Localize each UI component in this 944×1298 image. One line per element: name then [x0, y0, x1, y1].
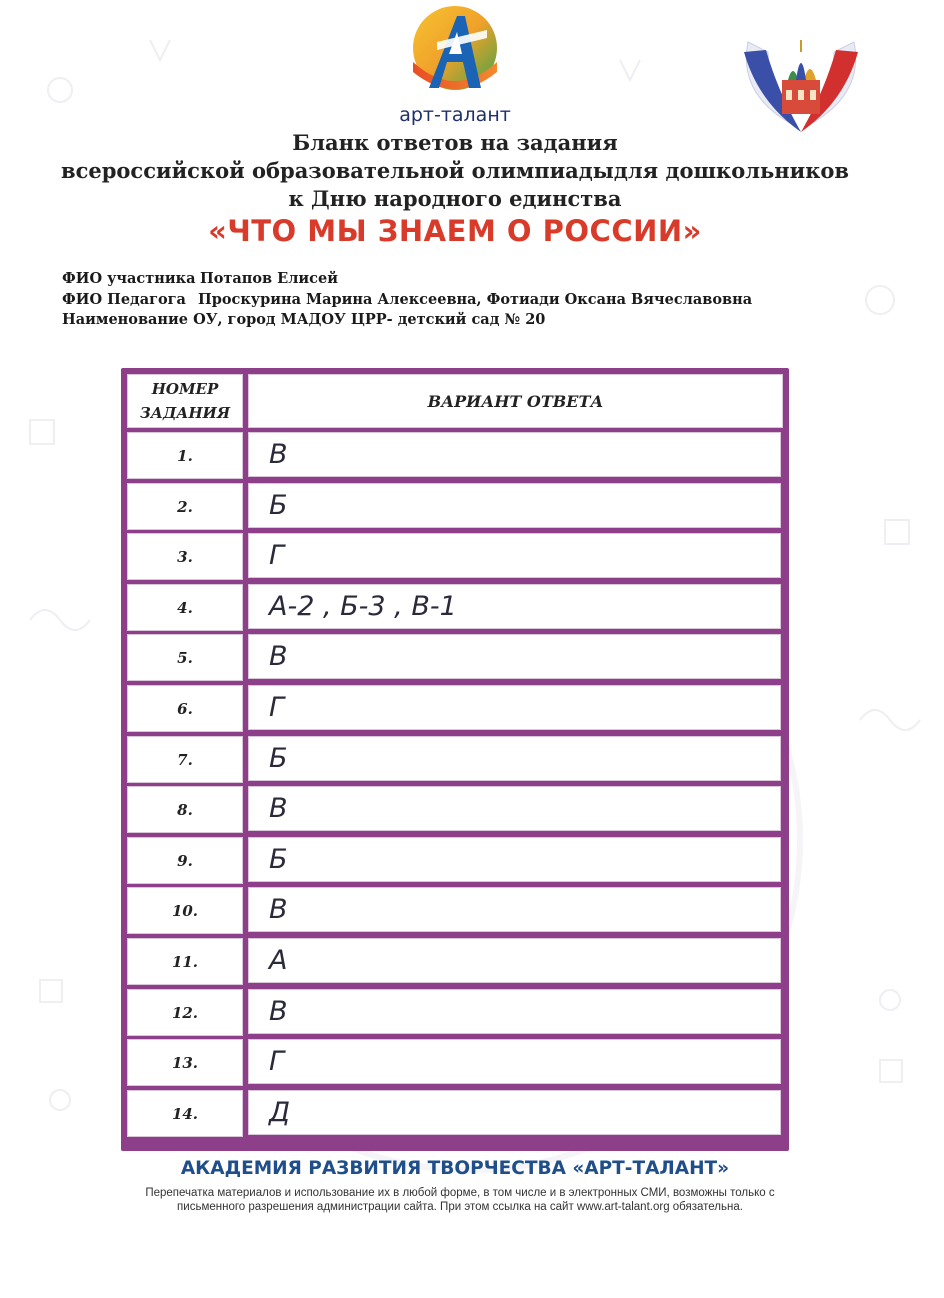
answer-cell: В [248, 887, 781, 932]
organization-label: Наименование ОУ, город [62, 311, 276, 328]
task-number-cell: 5. [127, 634, 243, 681]
answer-cell: А-2 , Б-3 , В-1 [248, 584, 781, 629]
task-number-cell: 2. [127, 483, 243, 530]
answer-cell: Г [248, 533, 781, 578]
teacher-label: ФИО Педагога [62, 291, 186, 308]
answer-cell: В [248, 989, 781, 1034]
answer-cell: Г [248, 1039, 781, 1084]
answer-table [121, 368, 789, 1151]
brand-logo-text: арт-талант [399, 104, 511, 126]
kremlin-emblem-icon [738, 22, 864, 140]
answer-cell: Б [248, 736, 781, 781]
organization-line [62, 311, 545, 328]
participant-label: ФИО участника [62, 270, 196, 287]
column-header-answer: ВАРИАНТ ОТВЕТА [248, 374, 783, 428]
task-number-cell: 13. [127, 1039, 243, 1086]
answer-cell: В [248, 634, 781, 679]
task-number-cell: 10. [127, 887, 243, 934]
footer-academy-title: АКАДЕМИЯ РАЗВИТИЯ ТВОРЧЕСТВА «АРТ-ТАЛАНТ» [180, 1158, 730, 1179]
footer-copyright-note: Перепечатка материалов и использование их в любой форме, в том числе и в электронных СМИ, возможны только с письменного разрешения администрации сайта. При этом ссылка на сайт www.art-talant.org обязательна. [145, 1187, 775, 1213]
answer-cell: Д [248, 1090, 781, 1135]
answer-cell: Б [248, 837, 781, 882]
column-header-task-number: НОМЕР ЗАДАНИЯ [127, 374, 243, 428]
answer-cell: А [248, 938, 781, 983]
task-number-cell: 14. [127, 1090, 243, 1137]
answer-cell: Г [248, 685, 781, 730]
task-number-cell: 1. [127, 432, 243, 479]
olympiad-name: «ЧТО МЫ ЗНАЕМ О РОССИИ» [208, 214, 702, 248]
participant-name: Потапов Елисей [200, 270, 338, 287]
task-number-cell: 9. [127, 837, 243, 884]
organization-value: МАДОУ ЦРР- детский сад № 20 [280, 311, 546, 328]
task-number-cell: 3. [127, 533, 243, 580]
answer-cell: Б [248, 483, 781, 528]
task-number-cell: 4. [127, 584, 243, 631]
form-title: Бланк ответов на задания [292, 130, 618, 155]
task-number-cell: 11. [127, 938, 243, 985]
task-number-cell: 12. [127, 989, 243, 1036]
task-number-cell: 6. [127, 685, 243, 732]
teacher-line [62, 291, 752, 308]
teacher-names: Проскурина Марина Алексеевна, Фотиади Оксана Вячеславовна [198, 291, 753, 308]
answer-cell: В [248, 432, 781, 477]
art-talant-logo-icon [407, 2, 503, 102]
participant-line [62, 270, 338, 287]
answer-cell: В [248, 786, 781, 831]
task-number-cell: 7. [127, 736, 243, 783]
form-subtitle: всероссийской образовательной олимпиадыдля дошкольников [61, 158, 849, 183]
form-occasion: к Дню народного единства [288, 186, 622, 211]
task-number-cell: 8. [127, 786, 243, 833]
